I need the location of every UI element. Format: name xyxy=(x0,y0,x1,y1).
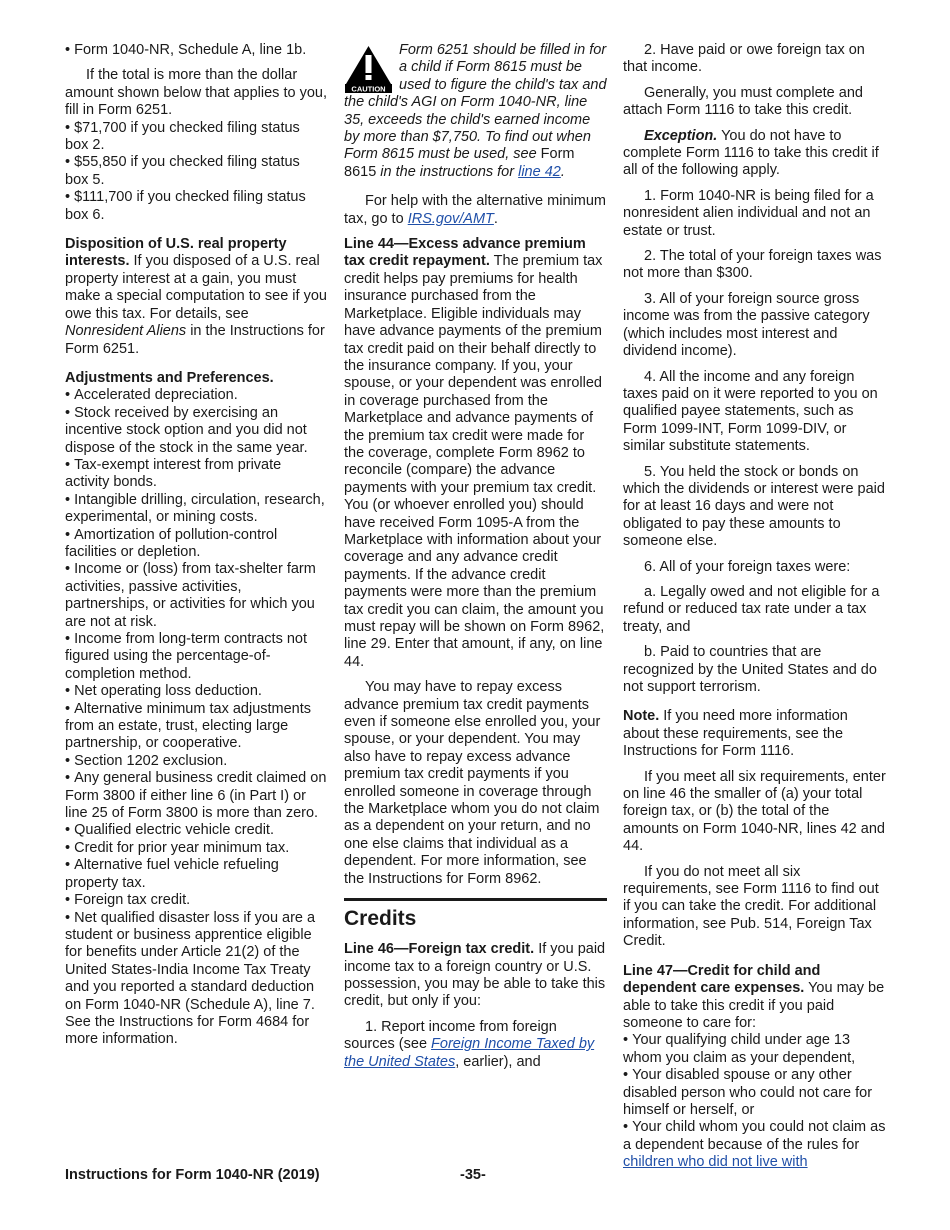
list-item: • Any general business credit claimed on Form 3800 if either line 6 (in Part I) or line 25 of Form 3800 is more than zero. xyxy=(65,770,327,822)
list-item: • Amortization of pollution-control facilities or depletion. xyxy=(65,527,327,562)
paragraph-line-46-item1: 1. Report income from foreign sources (see Foreign Income Taxed by the United States, earlier), and xyxy=(344,1018,595,1070)
paragraph-line-44-repay: You may have to repay excess advance premium tax credit payments even if someone else enrolled you, your spouse, or your dependent. You may also have to repay excess advance premium tax credit payments if you enrolled someone in coverage through the Marketplace whom you do not claim as a dependent on your return, and no one else claims that individual as a dependent. For more information, see the Instructions for Form 8962. xyxy=(344,679,601,887)
heading-disposition: Disposition of U.S. real property interests. xyxy=(65,236,287,270)
column-left xyxy=(65,42,327,1049)
list-item: • Income from long-term contracts not figured using the percentage-of-completion method. xyxy=(65,631,327,683)
list-item: • Foreign tax credit. xyxy=(65,892,327,909)
heading-line-44: Line 44—Excess advance premium tax credit repayment. xyxy=(344,236,586,270)
list-item: • Net qualified disaster loss if you are a student or business apprentice eligible for benefits under Article 21(2) of the United States-India Income Tax Treaty and you reported a standard deduction on Form 1040-NR (Schedule A), line 7. See the Instructions for Form 4684 for more information. xyxy=(65,910,327,1049)
paragraph-line-44: Line 44—Excess advance premium tax credit repayment. The premium tax credit helps pay premiums for health insurance purchased from the Marketplace. Eligible individuals may have advance payments of the premium tax credit paid on their behalf directly to the insurance company. If you, your spouse, or your dependent was enrolled in coverage purchased from the Marketplace and advance payments of the premium tax credit were made for the coverage, complete Form 8962 to reconcile (compare) the advance payments with your premium tax credit. You (or whoever enrolled you) should have received Form 1095-A from the Marketplace with information about your coverage and any advance credit payments. If the advance credit payments were more than the premium tax credit you can claim, the amount you must repay will be shown on Form 8962, line 29. Enter that amount, if any, on line 44. xyxy=(344,236,605,670)
list-item: 5. You held the stock or bonds on which the dividends or interest were paid for at least 16 days and were not obligated to pay these amounts to someone else. xyxy=(623,463,885,550)
paragraph-threshold: If the total is more than the dollar amount shown below that applies to you, fill in Form 6251. xyxy=(65,67,327,119)
caution-note xyxy=(344,42,607,181)
list-item: a. Legally owed and not eligible for a refund or reduced tax rate under a tax treaty, and xyxy=(623,583,880,635)
paragraph-meet-requirements: If you meet all six requirements, enter on line 46 the smaller of (a) your total foreign tax, or (b) the total of the amounts on Form 1040-NR, lines 42 and 44. xyxy=(623,768,886,855)
list-item: 3. All of your foreign source gross income was from the passive category (which includes most interest and dividend income). xyxy=(623,290,870,360)
paragraph-note: Note. If you need more information about these requirements, see the Instructions for Form 1116. xyxy=(623,708,848,760)
list-item: • Income or (loss) from tax-shelter farm activities, passive activities, partnerships, or activities for which you are not at risk. xyxy=(65,561,327,631)
paragraph-item-2: 2. Have paid or owe foreign tax on that income. xyxy=(623,42,865,76)
list-item: • Qualified electric vehicle credit. xyxy=(65,822,327,839)
footer-form-title: Instructions for Form 1040-NR (2019) xyxy=(65,1167,320,1183)
bullet-threshold-box2: • $71,700 if you checked filing status box 2. xyxy=(65,120,327,155)
heading-exception: Exception. xyxy=(644,127,718,144)
link-foreign-income-taxed[interactable]: Foreign Income Taxed by the United States xyxy=(344,1036,595,1070)
list-item: • Tax-exempt interest from private activity bonds. xyxy=(65,457,327,492)
list-item: • Section 1202 exclusion. xyxy=(65,753,327,770)
paragraph-line-46: Line 46—Foreign tax credit. If you paid income tax to a foreign country or U.S. possession, you may be able to take this credit, but only if you: xyxy=(344,941,606,1010)
list-item: 6. All of your foreign taxes were: xyxy=(644,558,851,575)
column-right xyxy=(623,42,886,1172)
paragraph-disposition: Disposition of U.S. real property interests. If you disposed of a U.S. real property interest at a gain, you must make a special computation to see if you owe this tax. For details, see Nonresident Aliens in the Instructions for Form 6251. xyxy=(65,236,327,357)
list-item: 4. All the income and any foreign taxes paid on it were reported to you on qualified payee statements, such as Form 1099-INT, Form 1099-DIV, or similar substitute statements. xyxy=(623,368,878,455)
link-line-42[interactable]: line 42 xyxy=(518,163,561,180)
caution-text: Form 6251 should be filled in for a child if Form 8615 must be used to figure the child's tax and the child's AGI on Form 1040-NR, line 35, exceeds the child's earned income by more than $7,750. To find out when Form 8615 must be used, see Form 8615 in the instructions for line 42. xyxy=(344,42,607,180)
bullet-form-1040nr-schedule-a: • Form 1040-NR, Schedule A, line 1b. xyxy=(65,42,327,59)
list-item: • Accelerated depreciation. xyxy=(65,387,327,404)
list-item: • Stock received by exercising an incentive stock option and you did not dispose of the stock in the same year. xyxy=(65,405,327,457)
list-item: b. Paid to countries that are recognized by the United States and do not support terrorism. xyxy=(623,644,877,695)
list-item: • Alternative fuel vehicle refueling property tax. xyxy=(65,857,327,892)
link-children-not-live-with[interactable]: children who did not live with xyxy=(623,1154,808,1171)
paragraph-line-47: Line 47—Credit for child and dependent care expenses. You may be able to take this credit if you paid someone to care for: xyxy=(623,962,885,1031)
list-item: • Alternative minimum tax adjustments from an estate, trust, electing large partnership, or cooperative. xyxy=(65,701,327,753)
link-irs-amt[interactable]: IRS.gov/AMT xyxy=(407,210,494,227)
section-heading-credits: Credits xyxy=(344,898,607,931)
list-item: 2. The total of your foreign taxes was not more than $300. xyxy=(623,248,882,282)
bullet-threshold-box6: • $111,700 if you checked filing status box 6. xyxy=(65,189,327,224)
list-item: • Intangible drilling, circulation, research, experimental, or mining costs. xyxy=(65,492,327,527)
caution-label: CAUTION xyxy=(351,84,386,93)
page-number: -35- xyxy=(460,1167,486,1183)
list-item: • Net operating loss deduction. xyxy=(65,683,327,700)
list-item: • Your disabled spouse or any other disabled person who could not care for himself or herself, or xyxy=(623,1067,886,1119)
list-item: • Your child whom you could not claim as a dependent because of the rules for children who did not live with xyxy=(623,1119,886,1171)
paragraph-amt-help: For help with the alternative minimum tax, go to IRS.gov/AMT. xyxy=(344,193,606,227)
column-middle xyxy=(344,42,607,1071)
adjustments-list xyxy=(65,387,327,1048)
heading-line-47: Line 47—Credit for child and dependent care expenses. xyxy=(623,962,821,997)
list-item: • Your qualifying child under age 13 whom you claim as your dependent, xyxy=(623,1032,886,1067)
heading-note: Note. xyxy=(623,708,660,725)
list-item: • Credit for prior year minimum tax. xyxy=(65,840,327,857)
paragraph-not-meet-requirements: If you do not meet all six requirements, see Form 1116 to find out if you can take the credit. For additional information, see Pub. 514, Foreign Tax Credit. xyxy=(623,863,879,950)
paragraph-generally: Generally, you must complete and attach Form 1116 to take this credit. xyxy=(623,84,863,119)
heading-line-46: Line 46—Foreign tax credit. xyxy=(344,941,535,958)
bullet-threshold-box5: • $55,850 if you checked filing status box 5. xyxy=(65,154,327,189)
heading-adjustments: Adjustments and Preferences. xyxy=(65,369,274,386)
list-item: 1. Form 1040-NR is being filed for a nonresident alien individual and not an estate or trust. xyxy=(623,187,874,239)
paragraph-exception: Exception. You do not have to complete Form 1116 to take this credit if all of the following apply. xyxy=(623,127,879,179)
caution-icon xyxy=(344,44,393,93)
